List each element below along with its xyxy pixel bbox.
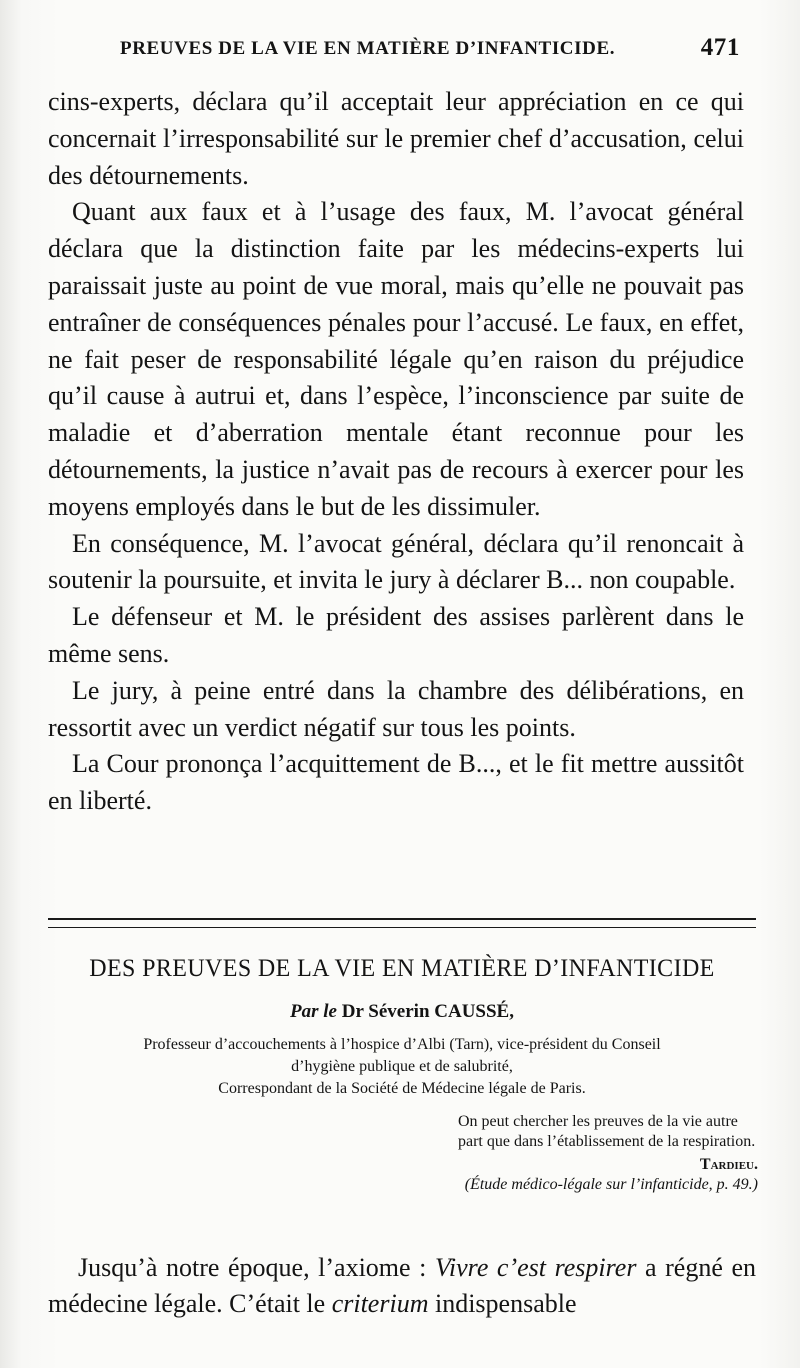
section-rule: [48, 918, 756, 920]
page-number: 471: [700, 34, 740, 61]
author-prefix: Par le: [290, 1001, 337, 1022]
opening-paragraph: [48, 1250, 756, 1322]
text-run: Jusqu’à notre époque, l’axiome :: [78, 1253, 427, 1282]
body-text: [48, 84, 744, 820]
paragraph: Le défenseur et M. le président des assises parlèrent dans le même sens.: [48, 602, 744, 668]
epigraph-quote: On peut chercher les preuves de la vie autre part que dans l’établissement de la respiration.: [458, 1113, 756, 1150]
paragraph: Quant aux faux et à l’usage des faux, M. l’avocat général déclara que la distinction faite par les médecins-experts lui paraissait juste au point de vue moral, mais qu’elle ne pouvait pas entraîner de conséquences pénales pour l’accusé. Le faux, en effet, ne fait peser de responsabilité légale qu’en raison du préjudice qu’il cause à autrui et, dans l’espèce, l’inconscience par suite de maladie et d’aberration mentale étant reconnue pour les détournements, la justice n’avait pas de recours à exercer pour les moyens employés dans le but de les dissimuler.: [48, 197, 744, 521]
running-title: PREUVES DE LA VIE EN MATIÈRE D’INFANTICIDE.: [120, 38, 616, 59]
epigraph-source: (Étude médico-légale sur l’infanticide, p. 49.): [464, 1176, 758, 1193]
affiliation-line: Professeur d’accouchements à l’hospice d’Albi (Tarn), vice-président du Conseil: [143, 1036, 661, 1053]
paragraph: cins-experts, déclara qu’il acceptait leur appréciation en ce qui concernait l’irresponsabilité sur le premier chef d’accusation, celui des détournements.: [48, 87, 744, 190]
running-header: [120, 34, 740, 61]
article-title: DES PREUVES DE LA VIE EN MATIÈRE D’INFANTICIDE: [89, 955, 715, 982]
epigraph-signature: Tardieu.: [699, 1156, 758, 1173]
affiliation-line: Correspondant de la Société de Médecine légale de Paris.: [218, 1080, 586, 1097]
criterium: criterium: [331, 1289, 429, 1318]
paragraph: [48, 1250, 756, 1322]
affiliation: [48, 1034, 756, 1100]
affiliation-line: d’hygiène publique et de salubrité,: [291, 1058, 513, 1075]
paragraph: En conséquence, M. l’avocat général, déclara qu’il renoncait à soutenir la poursuite, et invita le jury à déclarer B... non coupable.: [48, 528, 744, 595]
axiom: Vivre c’est respirer: [434, 1253, 637, 1282]
text-run: a régné en médecine légale. C’était le: [48, 1253, 756, 1318]
text-run: indispensable: [434, 1289, 577, 1318]
author-line: [48, 1001, 756, 1023]
epigraph: [458, 1112, 758, 1195]
paragraph: La Cour prononça l’acquittement de B..., et le fit mettre aussitôt en liberté.: [48, 749, 744, 816]
section-rule: [48, 927, 756, 928]
paragraph: Le jury, à peine entré dans la chambre des délibérations, en ressortit avec un verdict négatif sur tous les points.: [48, 675, 744, 742]
author-name: Dr Séverin CAUSSÉ,: [341, 1001, 514, 1022]
